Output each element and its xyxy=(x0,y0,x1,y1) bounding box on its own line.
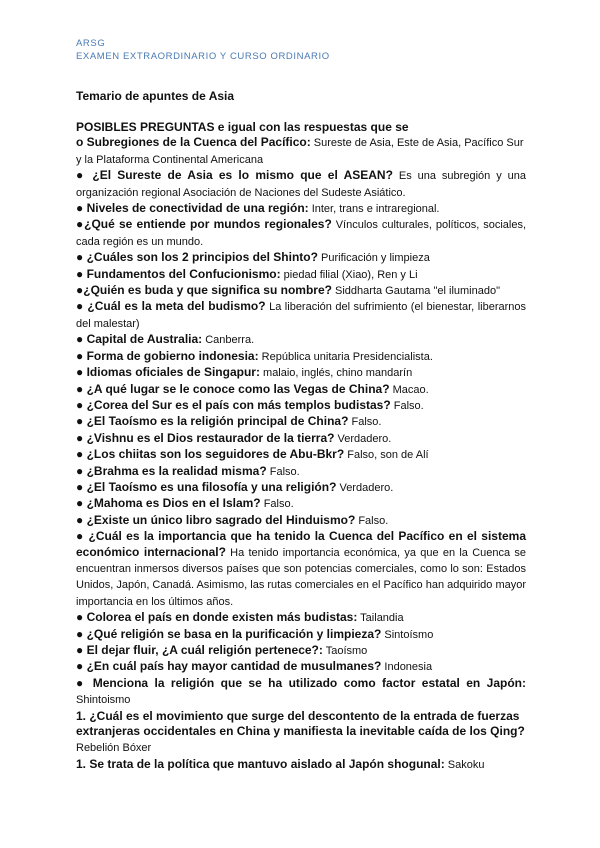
question-text: ● Niveles de conectividad de una región: xyxy=(76,201,309,216)
question-text: ● Forma de gobierno indonesia: xyxy=(76,348,259,363)
questions-body xyxy=(76,120,526,773)
question-text: ● ¿Corea del Sur es el país con más templos budistas? xyxy=(76,397,391,412)
list-item xyxy=(76,168,526,201)
intro-line: POSIBLES PREGUNTAS e igual con las respuestas que se xyxy=(76,120,409,134)
list-item xyxy=(76,201,526,217)
list-item xyxy=(76,513,526,529)
question-text: ● Capital de Australia: xyxy=(76,332,203,347)
answer-text: República unitaria Presidencialista. xyxy=(258,350,433,363)
answer-text: Macao. xyxy=(389,383,429,396)
list-item xyxy=(76,676,526,709)
answer-text: Falso. xyxy=(348,416,382,429)
answer-text: Canberra. xyxy=(202,334,255,347)
header-exam-type: EXAMEN EXTRAORDINARIO Y CURSO ORDINARIO xyxy=(76,51,330,62)
question-text: ●¿Qué se entiende por mundos regionales? xyxy=(76,217,332,232)
answer-text: Es una subregión y una organización regional Asociación de Naciones del Sudeste Asiático. xyxy=(76,170,526,199)
list-item xyxy=(76,365,526,381)
question-text: ● ¿Mahoma es Dios en el Islam? xyxy=(76,496,261,511)
question-text: ● ¿Existe un único libro sagrado del Hinduismo? xyxy=(76,512,356,527)
answer-text: Sureste de Asia, Este de Asia, Pacífico Sur y la Plataforma Continental Americana xyxy=(76,137,524,166)
list-item xyxy=(76,135,526,168)
answer-text: Falso. xyxy=(390,399,424,412)
question-text: ● ¿Qué religión se basa en la purificación y limpieza? xyxy=(76,626,382,641)
list-item xyxy=(76,709,526,757)
list-item xyxy=(76,398,526,414)
question-text: ● ¿Brahma es la realidad misma? xyxy=(76,463,267,478)
list-item xyxy=(76,349,526,365)
document-header xyxy=(76,37,536,63)
answer-text: Purificación y limpieza xyxy=(317,252,430,265)
answer-text: Falso. xyxy=(266,465,300,478)
question-text: 1. ¿Cuál es el movimiento que surge del descontento de la entrada de fuerzas extranjeras occidentales en China y manifiesta la inevitable caída de los Qing? xyxy=(76,708,525,739)
question-text: o Subregiones de la Cuenca del Pacífico: xyxy=(76,135,311,150)
list-item xyxy=(76,757,526,773)
list-item xyxy=(76,659,526,675)
question-text: ● ¿El Sureste de Asia es lo mismo que el ASEAN? xyxy=(76,168,393,183)
question-text: ● El dejar fluir, ¿A cuál religión pertenece?: xyxy=(76,643,323,657)
list-item xyxy=(76,332,526,348)
list-item xyxy=(76,643,526,659)
list-item xyxy=(76,299,526,332)
question-text: ● ¿Cuál es la meta del budismo? xyxy=(76,299,266,314)
list-item xyxy=(76,414,526,430)
answer-text: Siddharta Gautama "el iluminado" xyxy=(331,285,500,298)
answer-text: Falso. xyxy=(260,498,294,511)
answer-text: Falso. xyxy=(355,514,389,527)
answer-text: Sintoísmo xyxy=(381,628,434,641)
answer-text: Falso, son de Alí xyxy=(344,449,429,462)
answer-text: Inter, trans e intraregional. xyxy=(308,203,440,216)
question-text: ● ¿El Taoísmo es la religión principal de China? xyxy=(76,414,349,429)
answer-text: Rebelión Bóxer xyxy=(76,742,152,755)
list-item xyxy=(76,267,526,283)
question-text: 1. Se trata de la política que mantuvo aislado al Japón shogunal: xyxy=(76,756,445,771)
list-item xyxy=(76,250,526,266)
question-text: ●¿Quién es buda y que significa su nombre? xyxy=(76,283,332,298)
answer-text: Shintoismo xyxy=(76,694,131,707)
list-item xyxy=(76,627,526,643)
question-text: ● ¿Cuál es la importancia que ha tenido la Cuenca del Pacífico en el sistema económico internacional? xyxy=(76,529,526,559)
list-item xyxy=(76,610,526,626)
question-text: ● Fundamentos del Confucionismo: xyxy=(76,266,281,281)
list-item xyxy=(76,283,526,299)
question-text: ● ¿Vishnu es el Dios restaurador de la tierra? xyxy=(76,430,335,445)
question-text: ● ¿El Taoísmo es una filosofía y una religión? xyxy=(76,479,337,494)
list-item xyxy=(76,382,526,398)
list-item xyxy=(76,529,526,610)
question-text: ● Idiomas oficiales de Singapur: xyxy=(76,365,260,380)
answer-text: Ha tenido importancia económica, ya que en la Cuenca se encuentran inmersos diversos países que son potencias comerciales, como lo son: Estados Unidos, Japón, Canadá. Asimismo, las rutas comerciales en el Pacífico han adquirido mayor importancia en los últimos años. xyxy=(76,546,527,608)
list-item xyxy=(76,447,526,463)
answer-text: La liberación del sufrimiento (el bienestar, liberarnos del malestar) xyxy=(76,301,527,330)
answer-text: Tailandia xyxy=(357,612,404,625)
answer-text: Vínculos culturales, políticos, sociales, cada región es un mundo. xyxy=(76,219,526,248)
list-item xyxy=(76,496,526,512)
list-item xyxy=(76,217,526,250)
answer-text: Sakoku xyxy=(444,758,485,771)
question-text: ● ¿Cuáles son los 2 principios del Shinto? xyxy=(76,250,318,265)
list-item xyxy=(76,464,526,480)
question-text: ● Menciona la religión que se ha utilizado como factor estatal en Japón: xyxy=(76,675,526,690)
answer-text: Verdadero. xyxy=(334,432,392,445)
header-initials: ARSG xyxy=(76,38,106,49)
answer-text: Indonesia xyxy=(381,661,433,674)
answer-text: Taoísmo xyxy=(322,645,368,657)
answer-text: malaio, inglés, chino mandarín xyxy=(259,367,413,380)
page-title: Temario de apuntes de Asia xyxy=(76,89,235,103)
answer-text: Verdadero. xyxy=(336,481,394,494)
question-text: ● ¿Los chiitas son los seguidores de Abu-Bkr? xyxy=(76,447,345,462)
list-item xyxy=(76,431,526,447)
answer-text: piedad filial (Xiao), Ren y Li xyxy=(280,268,418,281)
question-text: ● ¿En cuál país hay mayor cantidad de musulmanes? xyxy=(76,659,382,674)
question-text: ● ¿A qué lugar se le conoce como las Vegas de China? xyxy=(76,381,390,396)
list-item xyxy=(76,480,526,496)
question-text: ● Colorea el país en donde existen más budistas: xyxy=(76,610,358,625)
